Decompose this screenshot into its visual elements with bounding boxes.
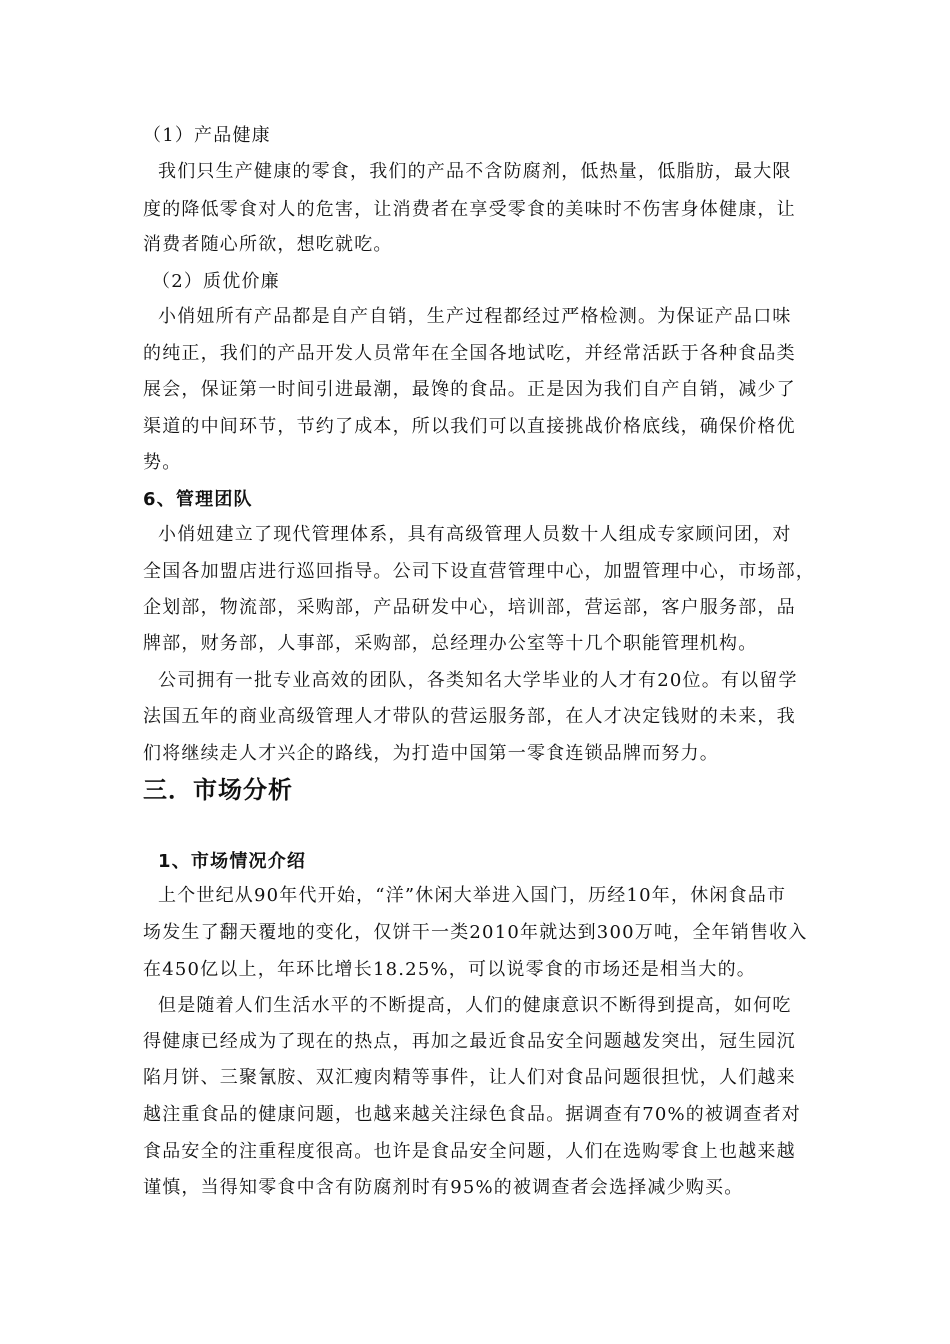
paragraph-line: 食品安全的注重程度很高。也许是食品安全问题，人们在选购零食上也越来越 bbox=[143, 1141, 796, 1162]
paragraph-line: 谨慎，当得知零食中含有防腐剂时有95%的被调查者会选择减少购买。 bbox=[143, 1177, 744, 1198]
paragraph-line: 小俏妞建立了现代管理体系，具有高级管理人员数十人组成专家顾问团，对 bbox=[158, 524, 792, 545]
paragraph-line: 公司拥有一批专业高效的团队，各类知名大学毕业的人才有20位。有以留学 bbox=[158, 670, 798, 691]
section-heading-management: 6、管理团队 bbox=[143, 489, 253, 510]
paragraph-line: 渠道的中间环节，节约了成本，所以我们可以直接挑战价格底线，确保价格优 bbox=[143, 416, 796, 437]
chapter-heading-market-analysis: 三．市场分析 bbox=[143, 776, 293, 804]
paragraph-line: 消费者随心所欲，想吃就吃。 bbox=[143, 234, 393, 255]
paragraph-line: 但是随着人们生活水平的不断提高，人们的健康意识不断得到提高，如何吃 bbox=[158, 995, 792, 1016]
paragraph-line: 陷月饼、三聚氰胺、双汇瘦肉精等事件，让人们对食品问题很担忧，人们越来 bbox=[143, 1067, 796, 1088]
paragraph-line: 们将继续走人才兴企的路线，为打造中国第一零食连锁品牌而努力。 bbox=[143, 743, 719, 764]
subheading-quality-price: （2）质优价廉 bbox=[152, 271, 280, 292]
paragraph-line: 展会，保证第一时间引进最潮，最馋的食品。正是因为我们自产自销，减少了 bbox=[143, 379, 796, 400]
paragraph-line: 场发生了翻天覆地的变化，仅饼干一类2010年就达到300万吨，全年销售收入 bbox=[143, 922, 808, 943]
paragraph-line: 上个世纪从90年代开始，“洋”休闲大举进入国门，历经10年，休闲食品市 bbox=[158, 885, 787, 906]
paragraph-line: 法国五年的商业高级管理人才带队的营运服务部，在人才决定钱财的未来，我 bbox=[143, 706, 796, 727]
paragraph-line: 得健康已经成为了现在的热点，再加之最近食品安全问题越发突出，冠生园沉 bbox=[143, 1031, 796, 1052]
subheading-product-health: （1）产品健康 bbox=[143, 125, 271, 146]
paragraph-line: 的纯正，我们的产品开发人员常年在全国各地试吃，并经常活跃于各种食品类 bbox=[143, 343, 796, 364]
paragraph-line: 我们只生产健康的零食，我们的产品不含防腐剂，低热量，低脂肪，最大限 bbox=[158, 161, 792, 182]
paragraph-line: 小俏妞所有产品都是自产自销，生产过程都经过严格检测。为保证产品口味 bbox=[158, 306, 792, 327]
paragraph-line: 势。 bbox=[143, 452, 182, 473]
paragraph-line: 牌部，财务部，人事部，采购部，总经理办公室等十几个职能管理机构。 bbox=[143, 633, 758, 654]
paragraph-line: 全国各加盟店进行巡回指导。公司下设直营管理中心，加盟管理中心，市场部， bbox=[143, 561, 815, 582]
section-heading-market-intro: 1、市场情况介绍 bbox=[158, 851, 307, 872]
paragraph-line: 越注重食品的健康问题，也越来越关注绿色食品。据调查有70%的被调查者对 bbox=[143, 1104, 802, 1125]
paragraph-line: 企划部，物流部，采购部，产品研发中心，培训部，营运部，客户服务部，品 bbox=[143, 597, 796, 618]
paragraph-line: 度的降低零食对人的危害，让消费者在享受零食的美味时不伤害身体健康，让 bbox=[143, 199, 796, 220]
paragraph-line: 在450亿以上，年环比增长18.25%，可以说零食的市场还是相当大的。 bbox=[143, 959, 756, 980]
